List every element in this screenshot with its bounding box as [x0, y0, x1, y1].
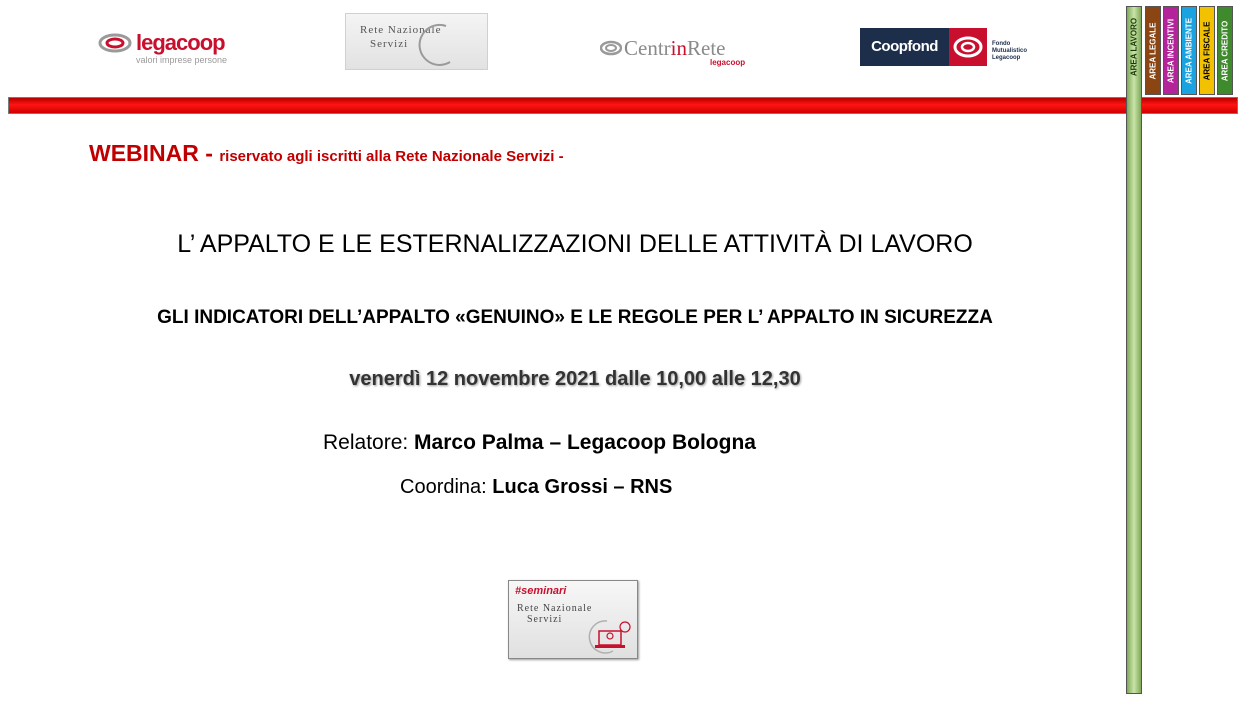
centrinrete-swirl-icon — [600, 40, 622, 56]
centrinrete-logo — [600, 36, 750, 70]
speaker-label: Relatore: — [323, 431, 415, 454]
area-tab-ambiente[interactable]: AREA AMBIENTE — [1181, 6, 1197, 95]
rns-logo — [345, 13, 488, 70]
seminari-badge — [508, 580, 638, 659]
area-tab-lavoro[interactable]: AREA LAVORO — [1126, 6, 1142, 694]
legacoop-tagline: valori imprese persone — [136, 55, 228, 65]
legacoop-logo — [98, 28, 228, 68]
area-tab-credito[interactable]: AREA CREDITO — [1217, 6, 1233, 95]
coordinator-label: Coordina: — [400, 476, 493, 498]
webinar-note: riservato agli iscritti alla Rete Nazionale Servizi - — [219, 148, 564, 165]
area-tab-incentivi[interactable]: AREA INCENTIVI — [1163, 6, 1179, 95]
event-title: L’ APPALTO E LE ESTERNALIZZAZIONI DELLE ATTIVITÀ DI LAVORO — [177, 230, 973, 258]
event-subtitle: GLI INDICATORI DELL’APPALTO «GENUINO» E LE REGOLE PER L’ APPALTO IN SICUREZZA — [157, 307, 993, 328]
seminari-tag: #seminari — [515, 585, 567, 597]
legacoop-swirl-icon — [98, 32, 132, 54]
coopfond-caption: Fondo Mutualistico Legacoop — [992, 41, 1028, 61]
badge-line1: Rete Nazionale — [517, 603, 593, 614]
laptop-webinar-icon — [587, 617, 635, 655]
rns-logo-line1: Rete Nazionale — [360, 24, 442, 36]
coordinator-line — [400, 476, 672, 499]
event-date: venerdì 12 novembre 2021 dalle 10,00 alle 12,30 — [349, 368, 801, 390]
rns-logo-line2: Servizi — [370, 38, 409, 50]
rns-arc-icon — [406, 18, 466, 68]
webinar-header — [89, 140, 564, 167]
coopfond-logo — [860, 28, 1032, 66]
red-header-band — [8, 97, 1238, 114]
webinar-label: WEBINAR - — [89, 140, 220, 166]
badge-line2: Servizi — [527, 614, 563, 625]
legacoop-name: legacoop — [136, 30, 225, 55]
speaker-line — [323, 431, 756, 455]
coordinator-name: Luca Grossi – RNS — [492, 476, 673, 498]
area-tab-fiscale[interactable]: AREA FISCALE — [1199, 6, 1215, 95]
centrinrete-name: CentrinRete — [624, 36, 726, 60]
area-tab-legale[interactable]: AREA LEGALE — [1145, 6, 1161, 95]
coopfond-name: Coopfond — [860, 28, 949, 66]
coopfond-swirl-icon — [949, 28, 987, 66]
speaker-name: Marco Palma – Legacoop Bologna — [414, 431, 756, 454]
centrinrete-sub: legacoop — [710, 58, 746, 67]
